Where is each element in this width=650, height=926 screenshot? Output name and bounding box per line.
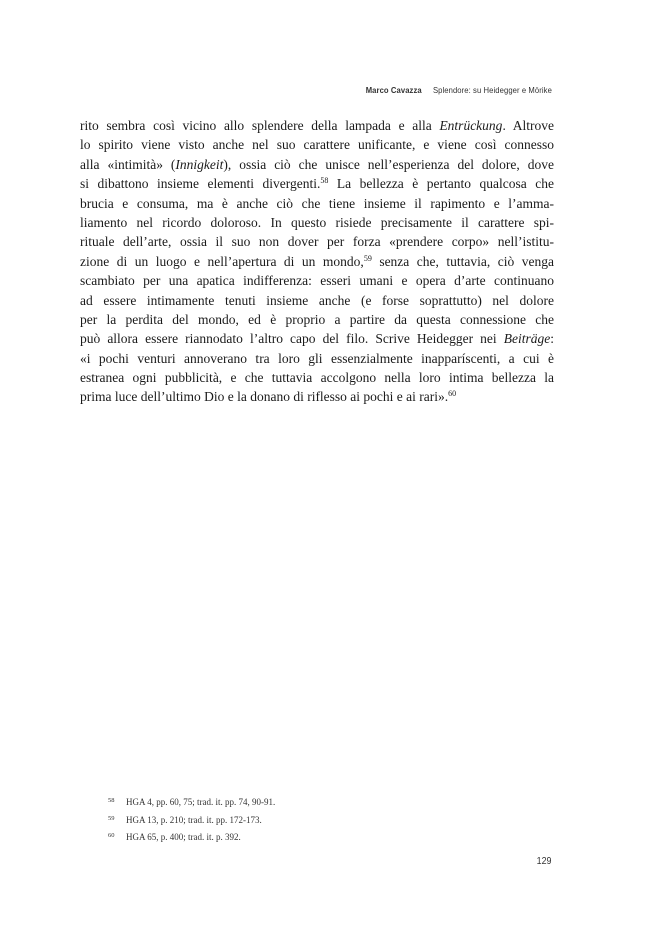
page-number: 129 <box>537 855 552 867</box>
body-line <box>80 387 554 406</box>
body-line <box>80 116 554 135</box>
body-line <box>80 252 554 271</box>
running-head-author: Marco Cavazza <box>365 85 422 95</box>
italic-term: Beiträge <box>503 331 551 347</box>
text-run: rituale dell’arte, ossia il suo non dover per forza «prendere corpo» nell’istitu- <box>80 234 554 250</box>
text-run: «i pochi venturi annoverano tra loro gli essenzialmente inapparíscenti, a cui è <box>80 350 554 366</box>
text-run: . Altrove <box>502 118 554 133</box>
footnote-number: 60 <box>108 832 115 839</box>
footnote-text: HGA 13, p. 210; trad. it. pp. 172-173. <box>126 814 262 825</box>
text-run: estranea ogni pubblicità, e che tuttavia accolgono nella loro intima bellezza la <box>80 370 554 386</box>
body-line <box>80 310 554 329</box>
text-run: La bellezza è pertanto qualcosa che <box>328 176 554 192</box>
body-paragraph <box>80 116 554 407</box>
footnote-ref: 60 <box>448 389 457 399</box>
running-head <box>366 85 552 95</box>
body-line <box>80 194 554 213</box>
text-run: rito sembra così vicino allo splendere della lampada e alla <box>80 118 440 133</box>
footnote-number: 58 <box>108 797 115 804</box>
body-line <box>80 349 554 368</box>
text-run: alla «intimità» ( <box>80 156 176 172</box>
footnote-ref: 58 <box>320 176 329 186</box>
footnote-text: HGA 65, p. 400; trad. it. p. 392. <box>126 832 241 842</box>
text-run: ad essere intimamente tenuti insieme anche (e forse soprattutto) nel dolore <box>80 292 554 308</box>
body-line <box>80 155 554 174</box>
text-run: ), ossia ciò che unisce nell’esperienza del dolore, dove <box>223 156 554 172</box>
text-run: scambiato per una apatica indifferenza: esseri umani e opera d’arte continuano <box>80 273 554 289</box>
text-run: senza che, tuttavia, ciò venga <box>371 253 554 269</box>
body-line <box>80 291 554 310</box>
text-run: si dibattono insieme elementi divergenti. <box>80 176 321 192</box>
footnote-text: HGA 4, pp. 60, 75; trad. it. pp. 74, 90-91. <box>126 797 276 807</box>
footnote <box>108 811 275 829</box>
text-run: può allora essere riannodato l’altro capo del filo. Scrive Heidegger nei <box>80 331 504 347</box>
text-run: per la perdita del mondo, ed è proprio a partire da questa connessione che <box>80 311 554 327</box>
body-line <box>80 271 554 290</box>
text-run: : <box>550 331 554 347</box>
footnote-ref: 59 <box>363 253 372 263</box>
body-line <box>80 329 554 348</box>
text-run: lo spirito viene visto anche nel suo carattere unificante, e viene così connesso <box>80 137 554 153</box>
running-head-title: Splendore: su Heidegger e Mörike <box>433 85 552 95</box>
text-run: liamento nel ricordo doloroso. In questo risiede precisamente il carattere spi- <box>80 214 554 230</box>
italic-term: Innigkeit <box>175 156 224 172</box>
footnote-number: 59 <box>108 814 115 822</box>
footnote <box>108 828 275 846</box>
body-line <box>80 232 554 251</box>
italic-term: Entrückung <box>439 118 503 133</box>
body-line <box>80 368 554 387</box>
text-run: prima luce dell’ultimo Dio e la donano di riflesso ai pochi e ai rari». <box>80 389 449 405</box>
body-line <box>80 174 554 193</box>
footnote <box>108 793 275 811</box>
footnotes <box>108 793 275 846</box>
text-run: brucia e consuma, ma è anche ciò che tiene insieme il rapimento e l’amma- <box>80 195 554 211</box>
body-line <box>80 135 554 154</box>
body-line <box>80 213 554 232</box>
text-run: zione di un luogo e nell’apertura di un mondo, <box>80 253 364 269</box>
